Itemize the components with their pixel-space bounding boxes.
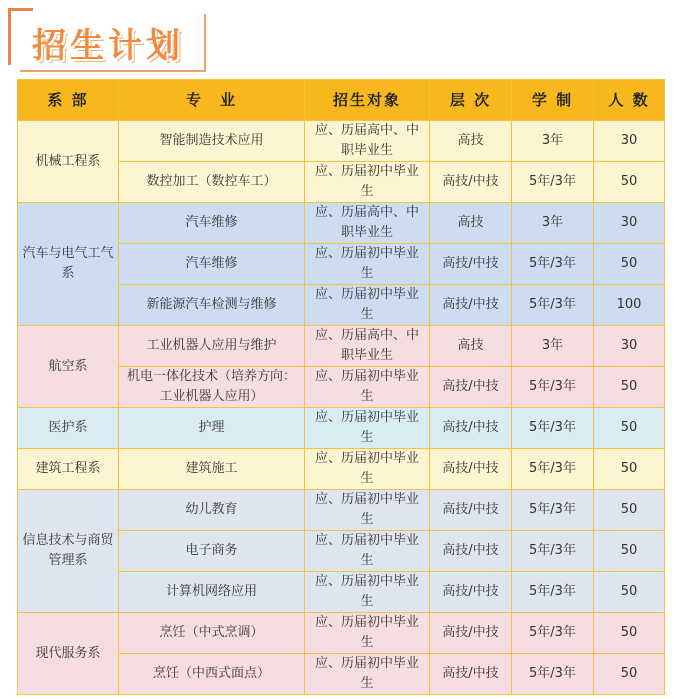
major-cell: 工业机器人应用与维护 bbox=[119, 326, 305, 367]
target-cell: 应、历届初中毕业生 bbox=[305, 367, 430, 408]
count-cell: 50 bbox=[594, 449, 665, 490]
major-cell: 电子商务 bbox=[119, 531, 305, 572]
header-target: 招生对象 bbox=[305, 80, 430, 121]
dept-cell: 机械工程系 bbox=[18, 121, 119, 203]
major-cell: 幼儿教育 bbox=[119, 490, 305, 531]
years-cell: 5年/3年 bbox=[512, 367, 594, 408]
count-cell: 50 bbox=[594, 244, 665, 285]
table-row bbox=[18, 449, 665, 490]
level-cell: 高技/中技 bbox=[430, 162, 512, 203]
level-cell: 高技/中技 bbox=[430, 490, 512, 531]
target-cell: 应、历届初中毕业生 bbox=[305, 613, 430, 654]
header-years: 学 制 bbox=[512, 80, 594, 121]
major-cell: 计算机网络应用 bbox=[119, 572, 305, 613]
major-cell: 智能制造技术应用 bbox=[119, 121, 305, 162]
major-cell: 烹饪（中式烹调） bbox=[119, 613, 305, 654]
dept-cell: 航空系 bbox=[18, 326, 119, 408]
years-cell: 3年 bbox=[512, 203, 594, 244]
years-cell: 5年/3年 bbox=[512, 613, 594, 654]
level-cell: 高技/中技 bbox=[430, 531, 512, 572]
table-row bbox=[18, 203, 665, 244]
count-cell: 50 bbox=[594, 490, 665, 531]
years-cell: 5年/3年 bbox=[512, 162, 594, 203]
major-cell: 数控加工（数控车工） bbox=[119, 162, 305, 203]
level-cell: 高技/中技 bbox=[430, 654, 512, 695]
level-cell: 高技/中技 bbox=[430, 613, 512, 654]
count-cell: 30 bbox=[594, 121, 665, 162]
dept-cell: 现代服务系 bbox=[18, 613, 119, 695]
dept-cell: 建筑工程系 bbox=[18, 449, 119, 490]
table-header-row bbox=[18, 80, 665, 121]
level-cell: 高技/中技 bbox=[430, 244, 512, 285]
count-cell: 30 bbox=[594, 326, 665, 367]
table-row bbox=[18, 490, 665, 531]
years-cell: 5年/3年 bbox=[512, 408, 594, 449]
years-cell: 5年/3年 bbox=[512, 490, 594, 531]
major-cell: 汽车维修 bbox=[119, 203, 305, 244]
table-row bbox=[18, 613, 665, 654]
count-cell: 50 bbox=[594, 654, 665, 695]
enrollment-plan-table bbox=[17, 79, 665, 695]
level-cell: 高技 bbox=[430, 121, 512, 162]
count-cell: 30 bbox=[594, 203, 665, 244]
count-cell: 50 bbox=[594, 367, 665, 408]
count-cell: 50 bbox=[594, 162, 665, 203]
years-cell: 3年 bbox=[512, 121, 594, 162]
years-cell: 5年/3年 bbox=[512, 449, 594, 490]
dept-cell: 医护系 bbox=[18, 408, 119, 449]
target-cell: 应、历届初中毕业生 bbox=[305, 408, 430, 449]
dept-cell: 信息技术与商贸管理系 bbox=[18, 490, 119, 613]
count-cell: 50 bbox=[594, 531, 665, 572]
page-title: 招生计划 bbox=[32, 26, 184, 66]
major-cell: 建筑施工 bbox=[119, 449, 305, 490]
level-cell: 高技/中技 bbox=[430, 449, 512, 490]
count-cell: 50 bbox=[594, 408, 665, 449]
dept-cell: 汽车与电气工气系 bbox=[18, 203, 119, 326]
years-cell: 5年/3年 bbox=[512, 572, 594, 613]
header-major: 专 业 bbox=[119, 80, 305, 121]
major-cell: 护理 bbox=[119, 408, 305, 449]
target-cell: 应、历届初中毕业生 bbox=[305, 654, 430, 695]
target-cell: 应、历届初中毕业生 bbox=[305, 449, 430, 490]
target-cell: 应、历届初中毕业生 bbox=[305, 490, 430, 531]
target-cell: 应、历届初中毕业生 bbox=[305, 162, 430, 203]
level-cell: 高技/中技 bbox=[430, 572, 512, 613]
header-level: 层 次 bbox=[430, 80, 512, 121]
level-cell: 高技 bbox=[430, 203, 512, 244]
count-cell: 50 bbox=[594, 613, 665, 654]
years-cell: 5年/3年 bbox=[512, 285, 594, 326]
table-row bbox=[18, 326, 665, 367]
major-cell: 新能源汽车检测与维修 bbox=[119, 285, 305, 326]
major-cell: 烹饪（中西式面点） bbox=[119, 654, 305, 695]
title-bracket bbox=[8, 8, 33, 65]
target-cell: 应、历届高中、中职毕业生 bbox=[305, 326, 430, 367]
level-cell: 高技/中技 bbox=[430, 408, 512, 449]
table-body bbox=[18, 121, 665, 695]
level-cell: 高技/中技 bbox=[430, 367, 512, 408]
table-row bbox=[18, 408, 665, 449]
header-dept: 系 部 bbox=[18, 80, 119, 121]
target-cell: 应、历届初中毕业生 bbox=[305, 285, 430, 326]
level-cell: 高技/中技 bbox=[430, 285, 512, 326]
level-cell: 高技 bbox=[430, 326, 512, 367]
count-cell: 100 bbox=[594, 285, 665, 326]
target-cell: 应、历届高中、中职毕业生 bbox=[305, 203, 430, 244]
target-cell: 应、历届初中毕业生 bbox=[305, 531, 430, 572]
years-cell: 3年 bbox=[512, 326, 594, 367]
target-cell: 应、历届高中、中职毕业生 bbox=[305, 121, 430, 162]
count-cell: 50 bbox=[594, 572, 665, 613]
title-block bbox=[8, 8, 208, 78]
major-cell: 机电一体化技术（培养方向：工业机器人应用） bbox=[119, 367, 305, 408]
years-cell: 5年/3年 bbox=[512, 531, 594, 572]
table-row bbox=[18, 121, 665, 162]
years-cell: 5年/3年 bbox=[512, 654, 594, 695]
target-cell: 应、历届初中毕业生 bbox=[305, 572, 430, 613]
header-count: 人 数 bbox=[594, 80, 665, 121]
major-cell: 汽车维修 bbox=[119, 244, 305, 285]
years-cell: 5年/3年 bbox=[512, 244, 594, 285]
target-cell: 应、历届初中毕业生 bbox=[305, 244, 430, 285]
